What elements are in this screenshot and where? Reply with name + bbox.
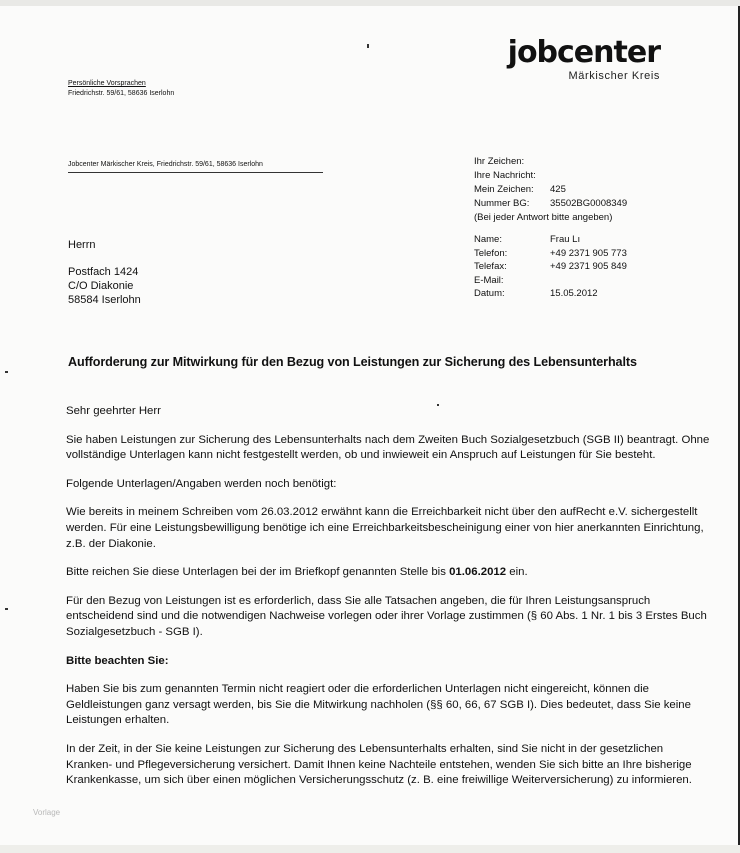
contact-label: Name:: [474, 234, 502, 245]
watermark: Vorlage: [33, 808, 61, 817]
body-paragraph: Haben Sie bis zum genannten Termin nicht reagiert oder die erforderlichen Unterlagen nicht eingereicht, können die Geldleistungen ganz versagt werden, bis Sie die Mitwirkung nachholen (§§ 60, 66, 67 SGB I). Dies bedeutet, dass Sie keine Leistungen erhalten.: [66, 683, 691, 727]
ref-label: Ihre Nachricht:: [474, 170, 536, 181]
body-paragraph: Folgende Unterlagen/Angaben werden noch benötigt:: [66, 477, 337, 490]
body-paragraph: Für den Bezug von Leistungen ist es erforderlich, dass Sie alle Tatsachen angeben, die für Ihren Leistungsanspruch entscheidend sind und die notwendigen Nachweise vorlegen oder ihrer Vorlage zustimmen (§ 60 Abs. 1 Nr. 1 bis 3 Erstes Buch Sozialgesetzbuch - SGB I).: [66, 594, 707, 638]
ref-row-bg-number: [474, 197, 627, 211]
fold-mark: [5, 371, 8, 373]
body-paragraph: Sie haben Leistungen zur Sicherung des Lebensunterhalts nach dem Zweiten Buch Sozialgesetzbuch (SGB II) beantragt. Ohne vollständige Unterlagen kann nicht festgestellt werden, ob und inwieweit ein Anspruch auf Leistungen für Sie besteht.: [66, 433, 710, 462]
contact-value: +49 2371 905 773: [550, 247, 627, 259]
contact-value: +49 2371 905 849: [550, 261, 627, 272]
deadline-text-before: Bitte reichen Sie diese Unterlagen bei der im Briefkopf genannten Stelle bis: [66, 566, 450, 579]
deadline-paragraph: [66, 565, 711, 581]
scan-top-edge: [0, 0, 740, 6]
notice-heading-text: Bitte beachten Sie:: [66, 654, 169, 667]
scan-speck: [367, 44, 369, 48]
sender-line: Jobcenter Märkischer Kreis, Friedrichstr. 59/61, 58636 Iserlohn: [68, 160, 323, 173]
contact-value: 15.05.2012: [550, 288, 598, 299]
contact-row-name: [474, 233, 627, 247]
scan-bottom-edge: [0, 845, 740, 853]
recipient-salutation: Herrn: [68, 239, 96, 251]
ref-label: Nummer BG:: [474, 198, 530, 209]
jobcenter-logo: [500, 35, 660, 82]
logo-name: jobcenter: [507, 35, 660, 70]
ref-row-your-message: [474, 169, 627, 183]
contact-label: E-Mail:: [474, 274, 504, 286]
contact-block: [474, 233, 627, 301]
logo-subtitle: Märkischer Kreis: [568, 70, 660, 82]
letter-body: [66, 404, 711, 802]
contact-value: Frau Lı: [550, 234, 581, 245]
deadline-date: 01.06.2012: [449, 566, 507, 579]
notice-heading: [66, 654, 711, 670]
ref-value: 35502BG0008349: [550, 198, 628, 209]
fold-mark: [5, 608, 8, 610]
contact-label: Datum:: [474, 288, 505, 299]
letter-subject: Aufforderung zur Mitwirkung für den Bezug von Leistungen zur Sicherung des Lebensunterhalts: [68, 355, 637, 369]
scan-speck: [437, 404, 439, 406]
ref-row-my-sign: [474, 183, 627, 197]
contact-row-email: [474, 274, 627, 288]
ref-value: 425: [550, 184, 566, 195]
recipient-line: 58584 Iserlohn: [68, 294, 141, 306]
recipient-line: C/O Diakonie: [68, 280, 134, 292]
contact-label: Telefax:: [474, 261, 507, 272]
recipient-name-redacted: [68, 252, 141, 265]
body-paragraph: Wie bereits in meinem Schreiben vom 26.03.2012 erwähnt kann die Erreichbarkeit nicht über den aufRecht e.V. sichergestellt werden. Für eine Leistungsbewilligung benötige ich eine Erreichbarkeitsbescheinigung einer von hier anerkannten Einrichtung, z.B. der Diakonie.: [66, 506, 704, 550]
ref-label: Ihr Zeichen:: [474, 156, 525, 167]
contact-label: Telefon:: [474, 247, 508, 259]
deadline-text-after: ein.: [506, 566, 528, 579]
contact-row-date: [474, 287, 627, 301]
body-salutation: Sehr geehrter Herr: [66, 405, 161, 417]
visits-address: Friedrichstr. 59/61, 58636 Iserlohn: [68, 90, 175, 97]
recipient-address: [68, 238, 141, 307]
reference-block: [474, 155, 627, 225]
ref-label: Mein Zeichen:: [474, 184, 534, 195]
ref-hint: (Bei jeder Antwort bitte angeben): [474, 212, 613, 223]
recipient-line: Postfach 1424: [68, 266, 139, 278]
visits-title: Persönliche Vorsprachen: [68, 80, 146, 87]
contact-row-fax: [474, 260, 627, 274]
body-paragraph: In der Zeit, in der Sie keine Leistungen zur Sicherung des Lebensunterhalts erhalten, sind Sie nicht in der gesetzlichen Kranken- und Pflegeversicherung versichert. Damit Ihnen keine Nachteile entstehen, wenden Sie sich bitte an Ihre bisherige Krankenkasse, um sich über einen möglichen Versicherungsschutz (z. B. eine freiwillige Weiterversicherung) zu informieren.: [66, 742, 692, 787]
contact-row-phone: [474, 247, 627, 261]
ref-row-your-sign: [474, 155, 627, 169]
